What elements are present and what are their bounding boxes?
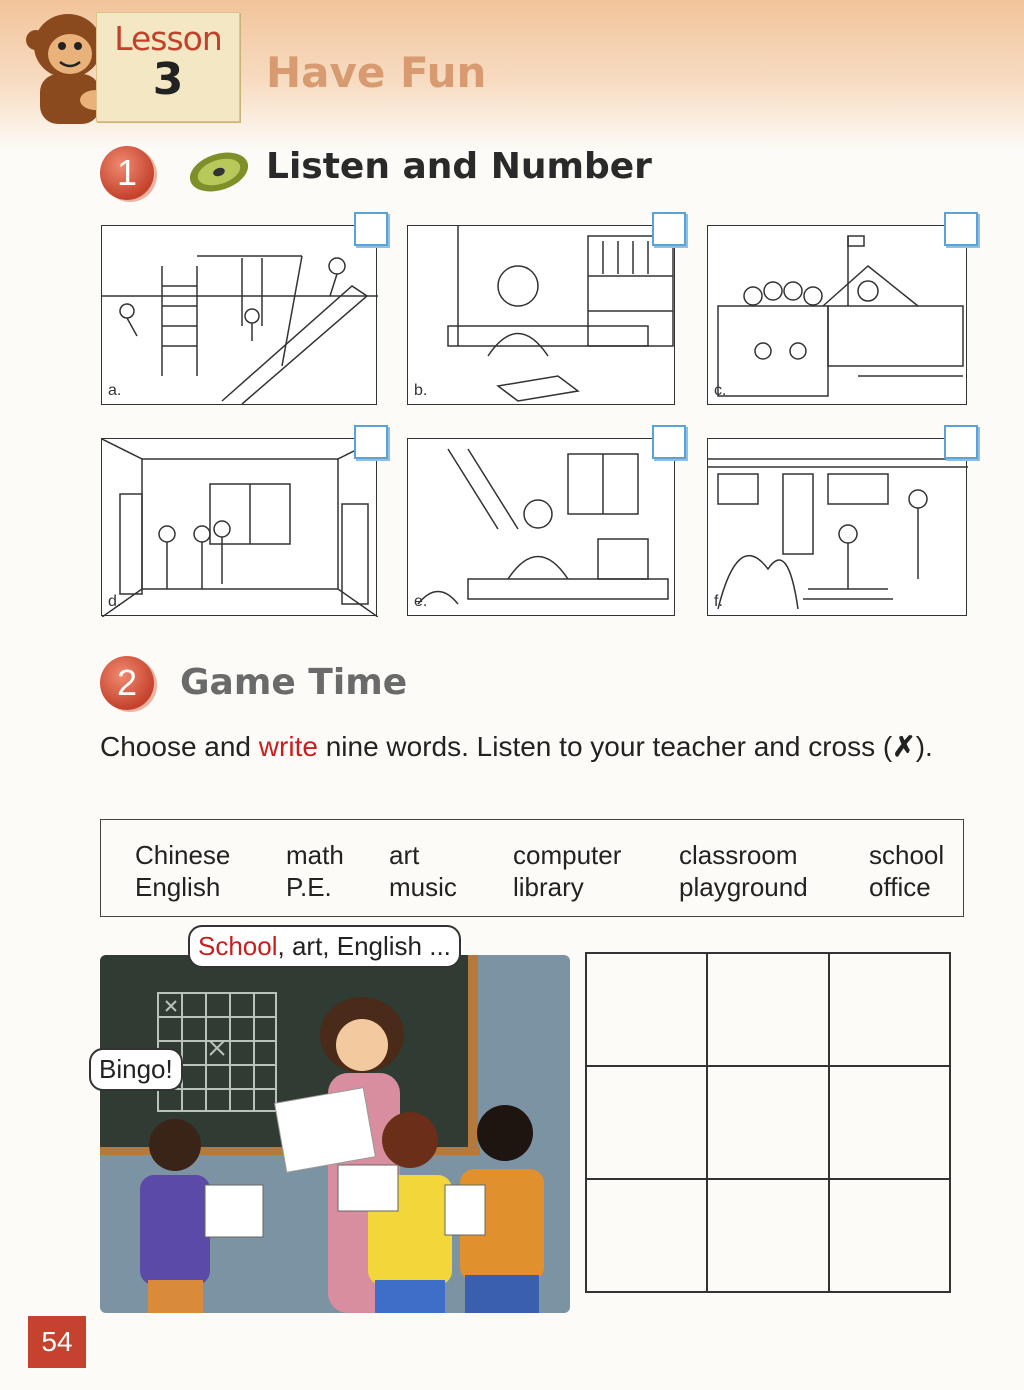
section-2-number: 2 [100, 656, 154, 710]
answer-box-c[interactable] [944, 212, 978, 246]
bingo-cell[interactable] [586, 1066, 707, 1179]
word-art: art [389, 840, 420, 870]
word-english: English [135, 872, 221, 902]
bingo-scene-illustration [100, 955, 570, 1313]
picture-a-playground [101, 225, 377, 405]
office-illustration [408, 439, 676, 617]
bingo-cell[interactable] [707, 953, 828, 1066]
picture-label: f. [714, 593, 723, 610]
word-math: math [286, 840, 344, 870]
page-title: Have Fun [266, 48, 487, 97]
lesson-number: 3 [152, 54, 184, 105]
bingo-cell[interactable] [829, 1066, 950, 1179]
word-chinese: Chinese [135, 840, 231, 870]
picture-f-house-porch [707, 438, 967, 616]
classroom-scene-illustration [100, 955, 570, 1313]
section-1-title: Listen and Number [266, 146, 652, 187]
bingo-cell[interactable] [586, 1179, 707, 1292]
instruction-highlight: write [258, 731, 318, 762]
instruction-text: Choose and write nine words. Listen to your teacher and cross (✗). [100, 731, 933, 762]
cross-mark: ✗ [892, 731, 916, 762]
picture-c-school [707, 225, 967, 405]
picture-label: b. [414, 382, 428, 399]
answer-box-f[interactable] [944, 425, 978, 459]
answer-box-d[interactable] [354, 425, 388, 459]
picture-label: e. [414, 593, 428, 610]
word-office: office [869, 872, 931, 902]
teacher-speech-bubble: School, art, English ... [188, 925, 461, 968]
school-illustration [708, 226, 968, 406]
bingo-cell[interactable] [707, 1179, 828, 1292]
bingo-cell[interactable] [829, 1179, 950, 1292]
picture-label: c. [714, 382, 727, 399]
answer-box-b[interactable] [652, 212, 686, 246]
bubble-highlight: School [198, 931, 278, 961]
bingo-cell[interactable] [829, 953, 950, 1066]
lesson-tag [96, 12, 240, 122]
picture-label: a. [108, 382, 122, 399]
picture-d-classroom [101, 438, 377, 616]
boy-speech-bubble: Bingo! [89, 1048, 183, 1091]
picture-b-library [407, 225, 675, 405]
word-library: library [513, 872, 584, 902]
lesson-word: Lesson [114, 19, 222, 58]
library-illustration [408, 226, 676, 406]
word-computer: computer [513, 840, 622, 870]
answer-box-e[interactable] [652, 425, 686, 459]
house-porch-illustration [708, 439, 968, 617]
section-1-number: 1 [100, 146, 154, 200]
word-music: music [389, 872, 457, 902]
bingo-cell[interactable] [707, 1066, 828, 1179]
word-pe: P.E. [286, 872, 332, 902]
picture-label: d. [108, 593, 122, 610]
cd-disc-icon [186, 150, 252, 194]
word-school: school [869, 840, 945, 870]
picture-e-office [407, 438, 675, 616]
word-classroom: classroom [679, 840, 798, 870]
bingo-grid [585, 952, 951, 1293]
classroom-illustration [102, 439, 378, 617]
section-2-title: Game Time [180, 662, 408, 703]
word-bank [100, 819, 964, 917]
bingo-cell[interactable] [586, 953, 707, 1066]
answer-box-a[interactable] [354, 212, 388, 246]
playground-illustration [102, 226, 378, 406]
word-playground: playground [679, 872, 808, 902]
page-number: 54 [28, 1316, 86, 1368]
